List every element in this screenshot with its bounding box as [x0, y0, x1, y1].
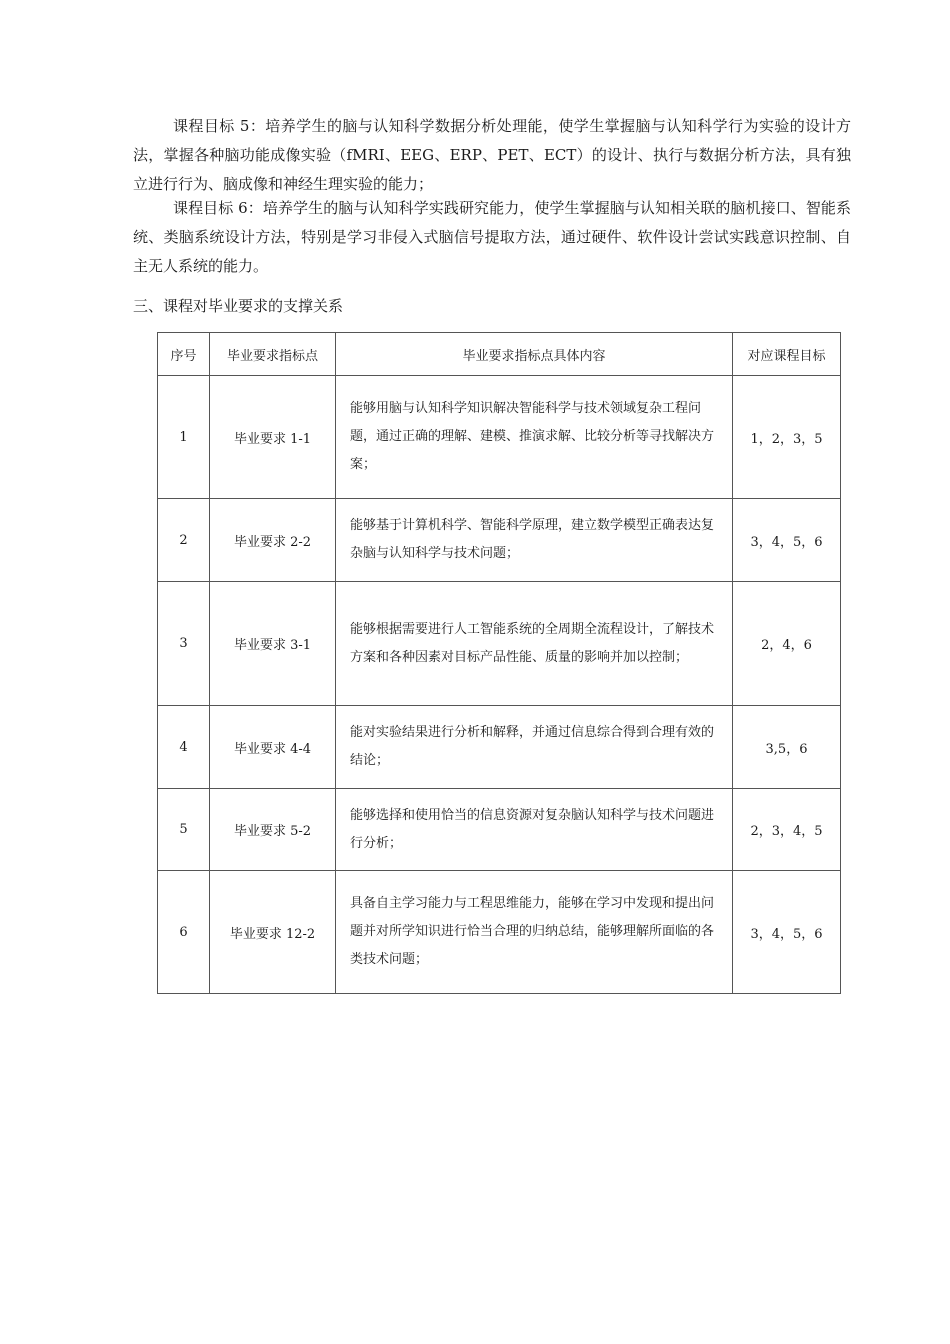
table-row: [158, 706, 841, 789]
row-targets: 3,5，6: [733, 706, 841, 789]
row-content: 能够用脑与认知科学知识解决智能科学与技术领域复杂工程问题，通过正确的理解、建模、推演求解、比较分析等寻找解决方案；: [336, 376, 733, 499]
table-row: [158, 582, 841, 706]
row-targets: 2，3，4，5: [733, 789, 841, 871]
table-row: [158, 789, 841, 871]
table-header-row: [158, 333, 841, 376]
row-seq: 5: [158, 789, 210, 871]
row-requirement: 毕业要求 5-2: [210, 789, 336, 871]
row-requirement: 毕业要求 2-2: [210, 499, 336, 582]
row-seq: 4: [158, 706, 210, 789]
row-requirement: 毕业要求 3-1: [210, 582, 336, 706]
row-seq: 2: [158, 499, 210, 582]
header-seq: 序号: [158, 333, 210, 376]
row-targets: 2，4，6: [733, 582, 841, 706]
row-targets: 3，4，5，6: [733, 499, 841, 582]
table-row: [158, 871, 841, 994]
header-content: 毕业要求指标点具体内容: [336, 333, 733, 376]
header-targets: 对应课程目标: [733, 333, 841, 376]
row-requirement: 毕业要求 12-2: [210, 871, 336, 994]
course-objective-5: 课程目标 5：培养学生的脑与认知科学数据分析处理能，使学生掌握脑与认知科学行为实验的设计方法，掌握各种脑功能成像实验（fMRI、EEG、ERP、PET、ECT）的设计、执行与数据分析方法，具有独立进行行为、脑成像和神经生理实验的能力；: [133, 117, 851, 193]
section-heading: 三、课程对毕业要求的支撑关系: [133, 297, 344, 315]
row-requirement: 毕业要求 4-4: [210, 706, 336, 789]
row-content: 具备自主学习能力与工程思维能力，能够在学习中发现和提出问题并对所学知识进行恰当合理的归纳总结，能够理解所面临的各类技术问题；: [336, 871, 733, 994]
row-targets: 3，4，5，6: [733, 871, 841, 994]
row-content: 能够选择和使用恰当的信息资源对复杂脑认知科学与技术问题进行分析；: [336, 789, 733, 871]
table-row: [158, 499, 841, 582]
row-targets: 1，2，3，5: [733, 376, 841, 499]
table-row: [158, 376, 841, 499]
row-content: 能够基于计算机科学、智能科学原理，建立数学模型正确表达复杂脑与认知科学与技术问题；: [336, 499, 733, 582]
row-content: 能够根据需要进行人工智能系统的全周期全流程设计，了解技术方案和各种因素对目标产品性能、质量的影响并加以控制；: [336, 582, 733, 706]
requirements-table: [157, 332, 841, 994]
row-seq: 6: [158, 871, 210, 994]
row-requirement: 毕业要求 1-1: [210, 376, 336, 499]
row-seq: 1: [158, 376, 210, 499]
row-content: 能对实验结果进行分析和解释，并通过信息综合得到合理有效的结论；: [336, 706, 733, 789]
row-seq: 3: [158, 582, 210, 706]
course-objective-6: 课程目标 6：培养学生的脑与认知科学实践研究能力，使学生掌握脑与认知相关联的脑机接口、智能系统、类脑系统设计方法，特别是学习非侵入式脑信号提取方法，通过硬件、软件设计尝试实践意识控制、自主无人系统的能力。: [133, 199, 851, 275]
header-requirement: 毕业要求指标点: [210, 333, 336, 376]
